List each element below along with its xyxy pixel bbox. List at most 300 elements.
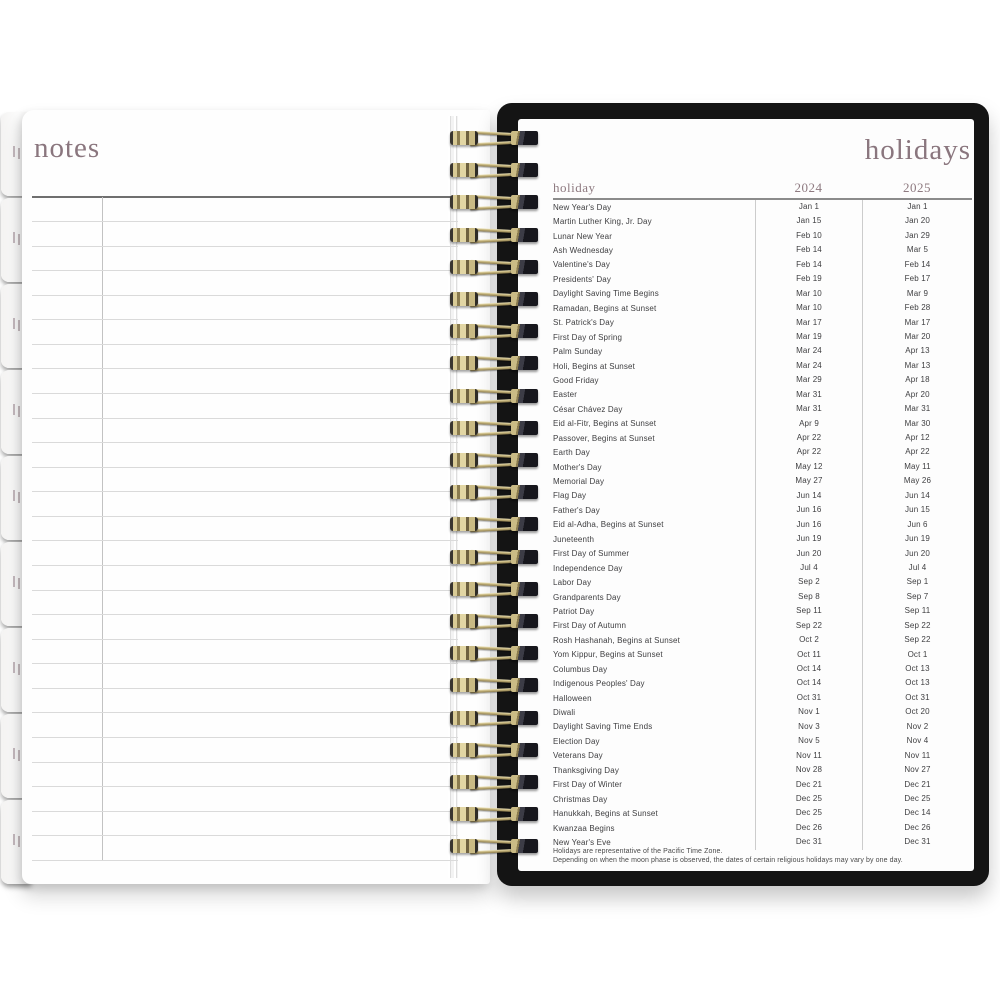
holiday-date-2025: Nov 11	[862, 749, 972, 763]
holidays-table-header	[553, 176, 972, 200]
ruled-line	[32, 712, 458, 713]
binding-coil	[448, 353, 538, 373]
holiday-name: New Year's Eve	[553, 837, 611, 847]
ruled-line	[32, 270, 458, 271]
binding-coil	[448, 740, 538, 760]
coil-left-loop	[450, 163, 478, 177]
holiday-date-2024: Jan 15	[755, 214, 862, 228]
holiday-date-2025: Mar 31	[862, 402, 972, 416]
coil-right-loop	[511, 324, 538, 338]
tab-text-mark	[13, 748, 15, 759]
coil-left-loop	[450, 711, 478, 725]
holiday-row	[553, 532, 972, 546]
holiday-date-2024: Feb 14	[755, 243, 862, 257]
holiday-date-2024: Sep 8	[755, 590, 862, 604]
holiday-date-2024: Apr 9	[755, 417, 862, 431]
holiday-row	[553, 763, 972, 777]
tab-text-mark	[13, 662, 15, 673]
ruled-line	[32, 835, 458, 836]
holiday-date-2024: Mar 24	[755, 344, 862, 358]
holiday-row	[553, 547, 972, 561]
holiday-row	[553, 431, 972, 445]
ruled-line	[32, 319, 458, 320]
holiday-date-2025: Jan 29	[862, 229, 972, 243]
holiday-name: Eid al-Adha, Begins at Sunset	[553, 520, 664, 530]
holiday-date-2025: Oct 13	[862, 662, 972, 676]
holiday-date-2024: Dec 25	[755, 792, 862, 806]
holiday-date-2024: Nov 11	[755, 749, 862, 763]
coil-left-loop	[450, 195, 478, 209]
binding-coil	[448, 192, 538, 212]
binding-coil	[448, 804, 538, 824]
coil-right-loop	[511, 421, 538, 435]
holiday-date-2024: Mar 17	[755, 316, 862, 330]
holiday-date-2025: Apr 12	[862, 431, 972, 445]
coil-left-loop	[450, 389, 478, 403]
holiday-name: Independence Day	[553, 563, 623, 573]
holiday-date-2024: Oct 14	[755, 662, 862, 676]
ruled-line	[32, 565, 458, 566]
back-cover	[497, 103, 989, 886]
coil-left-loop	[450, 839, 478, 853]
holiday-name: Halloween	[553, 693, 592, 703]
holiday-date-2024: Jun 19	[755, 532, 862, 546]
holiday-date-2025: Jul 4	[862, 561, 972, 575]
holiday-date-2024: Sep 11	[755, 604, 862, 618]
holiday-date-2024: Mar 31	[755, 402, 862, 416]
holiday-date-2024: Apr 22	[755, 445, 862, 459]
binding-coil	[448, 128, 538, 148]
holiday-row	[553, 734, 972, 748]
holiday-date-2024: Dec 21	[755, 778, 862, 792]
holiday-date-2024: Oct 14	[755, 676, 862, 690]
holiday-date-2024: Dec 26	[755, 821, 862, 835]
holiday-name: Lunar New Year	[553, 231, 613, 241]
binding-coil	[448, 225, 538, 245]
ruled-line	[32, 393, 458, 394]
holiday-date-2024: Mar 10	[755, 301, 862, 315]
holiday-date-2024: Jun 16	[755, 503, 862, 517]
holiday-name: Father's Day	[553, 505, 600, 515]
holiday-date-2024: Jun 20	[755, 547, 862, 561]
binding-coil	[448, 289, 538, 309]
holiday-date-2025: Apr 13	[862, 344, 972, 358]
holiday-row	[553, 388, 972, 402]
holiday-date-2025: Jan 1	[862, 200, 972, 214]
holiday-row	[553, 301, 972, 315]
holiday-row	[553, 474, 972, 488]
holiday-date-2024: Jun 16	[755, 518, 862, 532]
holiday-date-2025: Oct 1	[862, 648, 972, 662]
column-header-holiday: holiday	[553, 180, 596, 195]
binding-coil	[448, 482, 538, 502]
ruled-line	[32, 418, 458, 419]
ruled-line	[32, 590, 458, 591]
coil-right-loop	[511, 517, 538, 531]
holiday-name: Valentine's Day	[553, 260, 610, 270]
binding-coil	[448, 321, 538, 341]
holiday-name: Palm Sunday	[553, 347, 603, 357]
coil-right-loop	[511, 678, 538, 692]
holiday-row	[553, 359, 972, 373]
holiday-date-2025: Apr 20	[862, 388, 972, 402]
holiday-date-2025: Jun 19	[862, 532, 972, 546]
holiday-name: First Day of Spring	[553, 332, 623, 342]
holiday-row	[553, 648, 972, 662]
coil-right-loop	[511, 839, 538, 853]
holiday-row	[553, 619, 972, 633]
holiday-name: Diwali	[553, 708, 576, 718]
holiday-date-2025: Dec 21	[862, 778, 972, 792]
holiday-date-2025: Sep 1	[862, 575, 972, 589]
holiday-name: Mother's Day	[553, 462, 602, 472]
coil-right-loop	[511, 550, 538, 564]
holiday-row	[553, 749, 972, 763]
holiday-row	[553, 705, 972, 719]
holiday-name: Flag Day	[553, 491, 587, 501]
holiday-date-2024: Feb 14	[755, 258, 862, 272]
holiday-name: Veterans Day	[553, 751, 603, 761]
holiday-name: First Day of Summer	[553, 549, 630, 559]
ruled-line	[32, 221, 458, 222]
holiday-date-2025: Oct 13	[862, 676, 972, 690]
ruled-line	[32, 737, 458, 738]
holidays-table-body	[553, 200, 972, 850]
holiday-row	[553, 460, 972, 474]
holiday-date-2025: Nov 2	[862, 720, 972, 734]
holiday-date-2025: Jan 20	[862, 214, 972, 228]
holiday-date-2024: Nov 1	[755, 705, 862, 719]
holiday-date-2024: Oct 11	[755, 648, 862, 662]
holiday-row	[553, 373, 972, 387]
holiday-name: New Year's Day	[553, 202, 612, 212]
holiday-date-2025: Mar 5	[862, 243, 972, 257]
holiday-row	[553, 417, 972, 431]
coil-right-loop	[511, 485, 538, 499]
ruled-line	[32, 540, 458, 541]
tab-text-mark	[13, 146, 15, 157]
holiday-date-2024: Oct 2	[755, 633, 862, 647]
holiday-date-2025: Mar 9	[862, 287, 972, 301]
holiday-date-2024: Jan 1	[755, 200, 862, 214]
holiday-name: César Chávez Day	[553, 404, 623, 414]
binding-coil	[448, 547, 538, 567]
coil-left-loop	[450, 550, 478, 564]
tab-text-mark	[13, 490, 15, 501]
coil-right-loop	[511, 711, 538, 725]
holiday-name: First Day of Autumn	[553, 621, 627, 631]
holiday-row	[553, 258, 972, 272]
holiday-date-2025: Apr 18	[862, 373, 972, 387]
coil-left-loop	[450, 421, 478, 435]
coil-left-loop	[450, 228, 478, 242]
ruled-line	[32, 442, 458, 443]
coil-left-loop	[450, 517, 478, 531]
holiday-name: Grandparents Day	[553, 592, 621, 602]
ruled-line	[32, 786, 458, 787]
binding-coil	[448, 579, 538, 599]
notes-ruled-area	[32, 110, 458, 884]
holiday-date-2024: Dec 25	[755, 806, 862, 820]
tab-text-mark	[13, 404, 15, 415]
holiday-name: Labor Day	[553, 578, 592, 588]
holiday-date-2025: Mar 20	[862, 330, 972, 344]
holiday-date-2025: Dec 14	[862, 806, 972, 820]
binding-coil	[448, 514, 538, 534]
holiday-date-2025: Jun 14	[862, 489, 972, 503]
holiday-date-2024: Mar 10	[755, 287, 862, 301]
holiday-date-2024: May 12	[755, 460, 862, 474]
ruled-line	[32, 295, 458, 296]
binding-coil	[448, 611, 538, 631]
ruled-line	[32, 639, 458, 640]
holiday-date-2025: Feb 28	[862, 301, 972, 315]
holiday-date-2024: Nov 3	[755, 720, 862, 734]
holiday-name: Juneteenth	[553, 534, 595, 544]
holiday-row	[553, 662, 972, 676]
holiday-date-2024: Sep 22	[755, 619, 862, 633]
binding-coil	[448, 386, 538, 406]
holiday-row	[553, 287, 972, 301]
coil-right-loop	[511, 131, 538, 145]
holiday-date-2025: Nov 27	[862, 763, 972, 777]
coil-left-loop	[450, 807, 478, 821]
holiday-row	[553, 344, 972, 358]
holiday-row	[553, 633, 972, 647]
holiday-name: St. Patrick's Day	[553, 318, 614, 328]
holiday-row	[553, 272, 972, 286]
holiday-date-2025: May 11	[862, 460, 972, 474]
holiday-date-2025: Apr 22	[862, 445, 972, 459]
holiday-name: Election Day	[553, 736, 600, 746]
holiday-row	[553, 243, 972, 257]
holiday-date-2024: Nov 28	[755, 763, 862, 777]
ruled-line	[32, 811, 458, 812]
holiday-date-2025: Dec 26	[862, 821, 972, 835]
holiday-date-2024: Jun 14	[755, 489, 862, 503]
holiday-name: Hanukkah, Begins at Sunset	[553, 809, 658, 819]
holiday-date-2025: Feb 14	[862, 258, 972, 272]
notes-page-title: notes	[34, 132, 101, 164]
holiday-name: Columbus Day	[553, 664, 608, 674]
holiday-row	[553, 590, 972, 604]
holiday-date-2025: Dec 25	[862, 792, 972, 806]
holidays-table	[553, 176, 972, 850]
holiday-name: Yom Kippur, Begins at Sunset	[553, 650, 663, 660]
binding-coil	[448, 643, 538, 663]
ruled-line	[32, 663, 458, 664]
binding-coil	[448, 675, 538, 695]
column-header-2024: 2024	[794, 180, 823, 195]
ruled-line	[32, 516, 458, 517]
holiday-date-2025: Mar 13	[862, 359, 972, 373]
holiday-date-2024: Feb 19	[755, 272, 862, 286]
tab-text-mark	[13, 318, 15, 329]
holiday-row	[553, 489, 972, 503]
footnote-line-1: Holidays are representative of the Pacific Time Zone.	[553, 848, 723, 855]
ruled-line	[32, 368, 458, 369]
holiday-date-2024: Dec 31	[755, 835, 862, 849]
holiday-row	[553, 518, 972, 532]
ruled-line	[32, 762, 458, 763]
tab-text-mark	[13, 576, 15, 587]
binding-coil	[448, 257, 538, 277]
coil-left-loop	[450, 131, 478, 145]
coil-right-loop	[511, 260, 538, 274]
holiday-name: Memorial Day	[553, 477, 605, 487]
binding-coil	[448, 772, 538, 792]
holiday-name: Holi, Begins at Sunset	[553, 361, 636, 371]
binding-coil	[448, 418, 538, 438]
coil-left-loop	[450, 678, 478, 692]
holiday-name: Thanksgiving Day	[553, 765, 619, 775]
holiday-name: First Day of Winter	[553, 780, 623, 790]
binding-coil	[448, 450, 538, 470]
holiday-name: Ash Wednesday	[553, 246, 614, 256]
holiday-name: Passover, Begins at Sunset	[553, 433, 655, 443]
coil-left-loop	[450, 582, 478, 596]
holiday-date-2024: May 27	[755, 474, 862, 488]
holiday-name: Rosh Hashanah, Begins at Sunset	[553, 635, 680, 645]
holiday-row	[553, 229, 972, 243]
holiday-date-2024: Mar 29	[755, 373, 862, 387]
footnote-line-2: Depending on when the moon phase is observed, the dates of certain religious holidays may vary by one day.	[553, 856, 903, 864]
holiday-name: Christmas Day	[553, 794, 608, 804]
ruled-line	[32, 467, 458, 468]
coil-right-loop	[511, 775, 538, 789]
tab-text-mark	[13, 232, 15, 243]
holiday-date-2025: Sep 11	[862, 604, 972, 618]
holiday-row	[553, 720, 972, 734]
holiday-row	[553, 402, 972, 416]
holiday-name: Daylight Saving Time Begins	[553, 289, 659, 299]
coil-right-loop	[511, 389, 538, 403]
holiday-row	[553, 691, 972, 705]
holidays-page-title: holidays	[864, 134, 971, 166]
holiday-row	[553, 200, 972, 214]
holiday-date-2024: Feb 10	[755, 229, 862, 243]
holiday-date-2025: Dec 31	[862, 835, 972, 849]
coil-left-loop	[450, 324, 478, 338]
holiday-date-2024: Oct 31	[755, 691, 862, 705]
holiday-row	[553, 330, 972, 344]
coil-left-loop	[450, 614, 478, 628]
holiday-date-2025: Oct 31	[862, 691, 972, 705]
coil-right-loop	[511, 292, 538, 306]
coil-left-loop	[450, 775, 478, 789]
coil-right-loop	[511, 614, 538, 628]
holiday-date-2024: Nov 5	[755, 734, 862, 748]
holiday-date-2024: Sep 2	[755, 575, 862, 589]
coil-right-loop	[511, 228, 538, 242]
holiday-date-2025: Jun 6	[862, 518, 972, 532]
binding-coil	[448, 160, 538, 180]
holiday-date-2024: Apr 22	[755, 431, 862, 445]
coil-right-loop	[511, 195, 538, 209]
ruled-line	[32, 246, 458, 247]
holiday-date-2024: Mar 24	[755, 359, 862, 373]
holiday-name: Eid al-Fitr, Begins at Sunset	[553, 419, 657, 429]
holiday-date-2025: Mar 17	[862, 316, 972, 330]
holiday-row	[553, 214, 972, 228]
holiday-date-2025: May 26	[862, 474, 972, 488]
holiday-date-2025: Jun 20	[862, 547, 972, 561]
holiday-date-2025: Sep 7	[862, 590, 972, 604]
coil-right-loop	[511, 356, 538, 370]
holiday-name: Good Friday	[553, 375, 599, 385]
ruled-line	[32, 344, 458, 345]
column-header-2025: 2025	[903, 180, 931, 195]
holiday-name: Easter	[553, 390, 578, 400]
holiday-name: Kwanzaa Begins	[553, 823, 615, 833]
holiday-name: Earth Day	[553, 448, 590, 458]
ruled-line	[32, 860, 458, 861]
coil-left-loop	[450, 453, 478, 467]
holiday-date-2025: Feb 17	[862, 272, 972, 286]
holiday-row	[553, 604, 972, 618]
tab-text-mark	[13, 834, 15, 845]
coil-left-loop	[450, 356, 478, 370]
footnote	[553, 848, 972, 866]
holiday-row	[553, 316, 972, 330]
holiday-row	[553, 503, 972, 517]
holiday-date-2025: Sep 22	[862, 619, 972, 633]
binding-coil	[448, 836, 538, 856]
holiday-row	[553, 561, 972, 575]
holiday-row	[553, 778, 972, 792]
holidays-page	[518, 119, 974, 871]
holiday-date-2025: Nov 4	[862, 734, 972, 748]
coil-right-loop	[511, 453, 538, 467]
coil-right-loop	[511, 743, 538, 757]
ruled-line	[32, 491, 458, 492]
binding-coil	[448, 708, 538, 728]
holiday-name: Ramadan, Begins at Sunset	[553, 303, 657, 313]
ruled-line	[32, 688, 458, 689]
coil-right-loop	[511, 646, 538, 660]
holiday-name: Presidents' Day	[553, 274, 612, 284]
coil-left-loop	[450, 646, 478, 660]
holiday-date-2024: Jul 4	[755, 561, 862, 575]
coil-left-loop	[450, 743, 478, 757]
coil-left-loop	[450, 260, 478, 274]
holiday-row	[553, 792, 972, 806]
coil-right-loop	[511, 582, 538, 596]
notes-header-line	[32, 196, 458, 198]
coil-right-loop	[511, 807, 538, 821]
holiday-date-2025: Sep 22	[862, 633, 972, 647]
holiday-name: Daylight Saving Time Ends	[553, 722, 653, 732]
coil-left-loop	[450, 485, 478, 499]
coil-right-loop	[511, 163, 538, 177]
holiday-row	[553, 575, 972, 589]
holiday-name: Patriot Day	[553, 606, 595, 616]
holiday-name: Martin Luther King, Jr. Day	[553, 217, 652, 227]
holiday-date-2025: Jun 15	[862, 503, 972, 517]
holiday-name: Indigenous Peoples' Day	[553, 679, 645, 689]
holiday-row	[553, 676, 972, 690]
holiday-date-2024: Mar 31	[755, 388, 862, 402]
holiday-date-2025: Oct 20	[862, 705, 972, 719]
notes-page	[22, 110, 490, 884]
holiday-row	[553, 821, 972, 835]
holiday-row	[553, 806, 972, 820]
coil-left-loop	[450, 292, 478, 306]
holiday-date-2025: Mar 30	[862, 417, 972, 431]
ruled-line	[32, 614, 458, 615]
holiday-date-2024: Mar 19	[755, 330, 862, 344]
holiday-row	[553, 445, 972, 459]
